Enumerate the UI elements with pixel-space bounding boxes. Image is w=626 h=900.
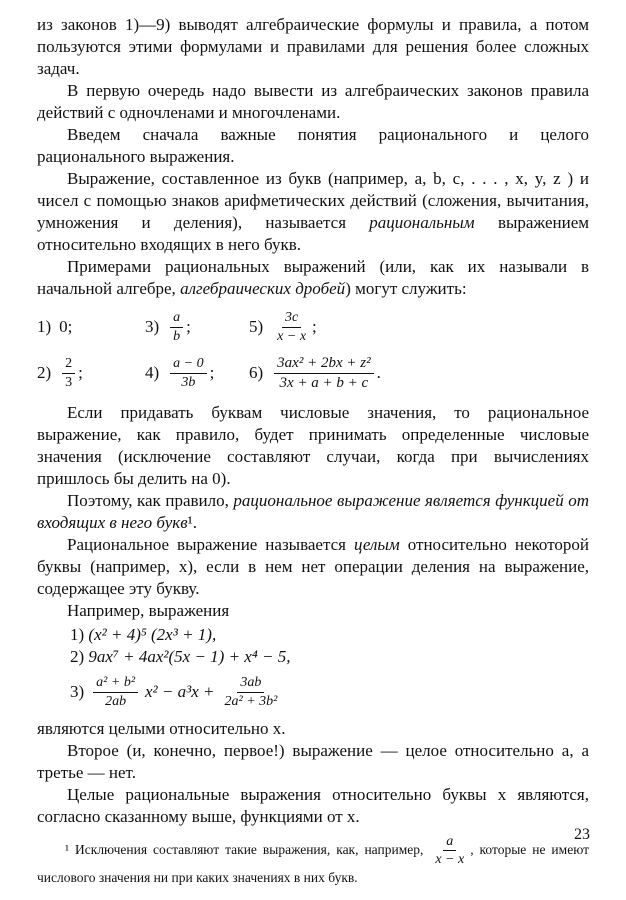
example-3: 3) $\frac{a}{b}$ ;: [145, 310, 191, 344]
paragraph: Например, выражения: [67, 601, 230, 620]
fraction: $\frac{\text{3ax² + 2bx + z²}}{3x + a + b + c}$: [274, 355, 373, 391]
example-1: 1) 0;: [37, 317, 73, 336]
paragraph: Если придавать буквам числовые значения, то рациональное выражение, как правило, будет принимать определенные числовые значения (исключение составляют случаи, когда при вычислениях пришлось бы делить на 0).: [37, 403, 589, 488]
example-6: 6) $\frac{\text{3ax² + 2bx + z²}}{3x + a + b + c}$ .: [249, 355, 381, 391]
examples-row-1: [37, 306, 589, 348]
example-5: 5) $\frac{3c}{x - x}$ ;: [249, 310, 317, 344]
fraction: $\frac{\text{a² + b²}}{2ab}$: [93, 675, 138, 709]
paragraph-function: Поэтому, как правило, рациональное выражение является функцией от входящих в него букв¹.: [37, 491, 590, 532]
fraction: $\frac{3c}{x - x}$: [277, 310, 307, 344]
paragraph: Введем сначала важные понятия рационального и целого рационального выражения.: [37, 125, 589, 166]
page-body: [37, 14, 589, 887]
fraction: $\frac{a}{x - x}$: [435, 834, 465, 868]
paragraph: Второе (и, конечно, первое!) выражение — целое относительно a, а третье — нет.: [37, 741, 589, 782]
fraction: $\frac{a}{b}$: [170, 310, 183, 344]
paragraph: из законов 1)—9) выводят алгебраические формулы и правила, а потом пользуются этими формулами и правилами для решения более сложных задач.: [37, 15, 589, 78]
example-4: 4) $\frac{a - 0}{3b}$ ;: [145, 356, 215, 390]
integer-example-1: 1) (x² + 4)⁵ (2x³ + 1),: [70, 625, 217, 644]
footnote: ¹ Исключения составляют такие выражения, как, например, $\frac{a}{x - x}$ , которые не имеют числового значения ни при каких значениях в них букв.: [37, 834, 589, 885]
fraction: $\frac{2}{3}$: [62, 356, 75, 390]
examples-row-2: [37, 352, 589, 394]
paragraph-integer-definition: Рациональное выражение называется целым относительно некоторой буквы (например, x), если в нем нет операции деления на выражение, содержащее эту букву.: [37, 535, 590, 598]
paragraph: Целые рациональные выражения относительно буквы x являются, согласно сказанному выше, функциями от x.: [37, 785, 589, 826]
paragraph-definition: Выражение, составленное из букв (например, a, b, c, . . . , x, y, z ) и чисел с помощью знаков арифметических действий (сложения, вычитания, умножения и деления), называется рациональным выражением относительно входящих в него букв.: [37, 169, 589, 254]
example-2: 2) $\frac{2}{3}$ ;: [37, 356, 83, 390]
integer-example-3: 3) $\frac{\text{a² + b²}}{2ab}$ x² − a³x + $\frac{3ab}{\text{2a² + 3b²}}$: [37, 670, 589, 714]
page-number: 23: [574, 826, 590, 843]
paragraph-examples-intro: Примерами рациональных выражений (или, как их называли в начальной алгебре, алгебраических дробей) могут служить:: [37, 257, 589, 298]
paragraph: В первую очередь надо вывести из алгебраических законов правила действий с одночленами и многочленами.: [37, 81, 589, 122]
integer-example-2: 2) 9ax⁷ + 4ax²(5x − 1) + x⁴ − 5,: [70, 647, 291, 666]
fraction: $\frac{a - 0}{3b}$: [170, 356, 206, 390]
fraction: $\frac{3ab}{\text{2a² + 3b²}}$: [224, 675, 278, 709]
paragraph: являются целыми относительно x.: [37, 719, 286, 738]
